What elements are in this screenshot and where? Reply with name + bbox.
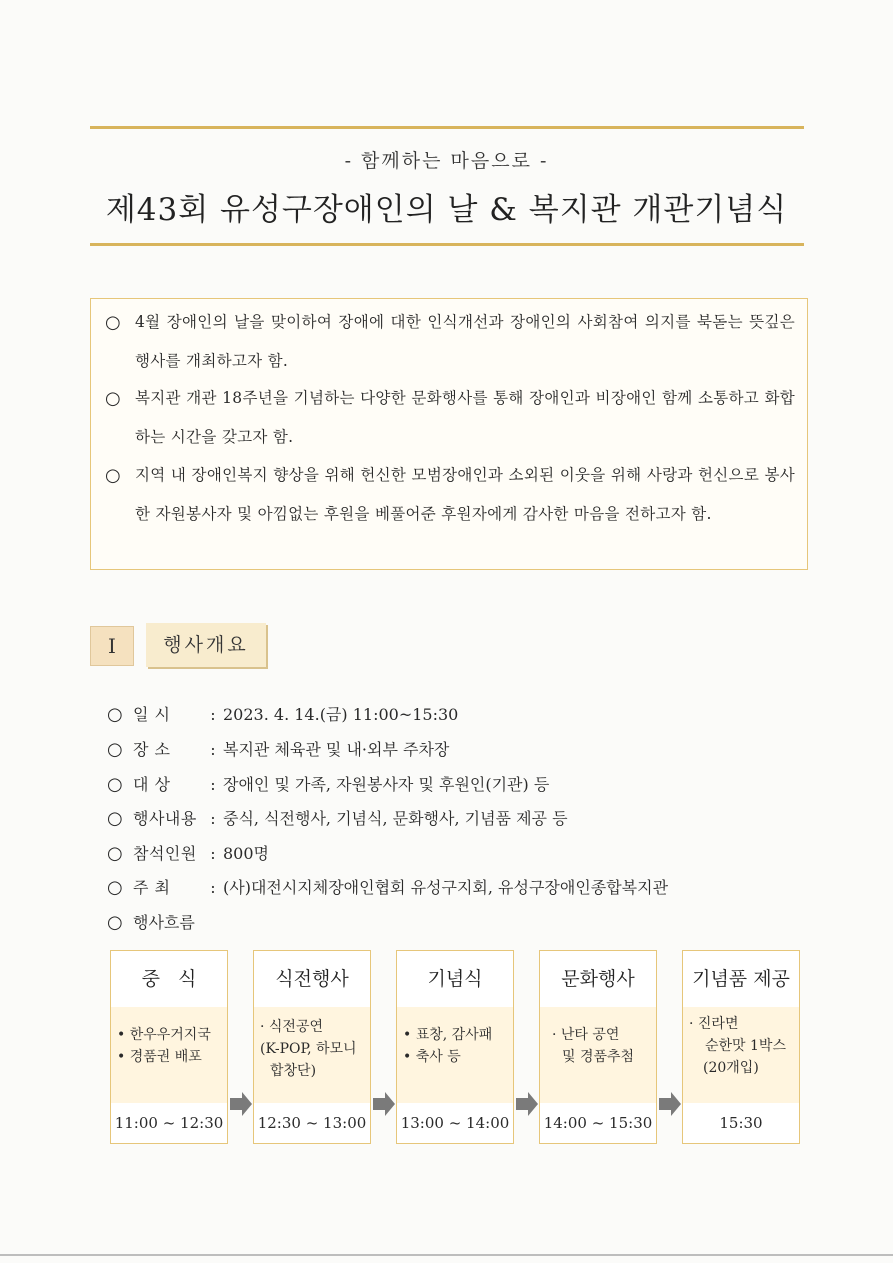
flow-box-culture — [539, 950, 657, 1144]
info-row-host: ○ 주 최 : (사)대전시지체장애인협회 유성구지회, 유성구장애인종합복지관 — [107, 877, 669, 898]
info-label: 장 소 — [133, 740, 171, 759]
page-bottom-edge — [0, 1254, 893, 1256]
purpose-text: 복지관 개관 18주년을 기념하는 다양한 문화행사를 통해 장애인과 비장애인 함께 소통하고 화합하는 시간을 갖고자 함. — [135, 389, 795, 446]
bullet-circle-icon: ○ — [107, 704, 123, 725]
flow-time: 15:30 — [719, 1114, 763, 1132]
info-value: 복지관 체육관 및 내·외부 주차장 — [223, 740, 450, 759]
bullet-circle-icon: ○ — [107, 877, 123, 898]
bullet-circle-icon: ○ — [105, 465, 122, 486]
flow-details: · 식전공연 (K-POP, 하모니 합창단) — [254, 1007, 370, 1103]
purpose-text: 4월 장애인의 날을 맞이하여 장애에 대한 인식개선과 장애인의 사회참여 의지를 북돋는 뜻깊은 행사를 개최하고자 함. — [135, 313, 795, 370]
bullet-circle-icon: ○ — [107, 774, 123, 795]
flow-box-souvenir — [682, 950, 800, 1144]
bullet-circle-icon: ○ — [107, 912, 123, 933]
bullet-circle-icon: ○ — [105, 312, 122, 333]
info-value: 장애인 및 가족, 자원봉사자 및 후원인(기관) 등 — [223, 775, 550, 794]
flow-time: 14:00 ~ 15:30 — [543, 1114, 653, 1132]
flow-title: 중 식 — [141, 968, 197, 990]
info-label: 주 최 — [133, 878, 171, 897]
purpose-box — [90, 298, 808, 570]
page-subtitle: - 함께하는 마음으로 - — [344, 150, 549, 172]
flow-details: • 한우우거지국 • 경품권 배포 — [111, 1007, 227, 1103]
info-row-place: ○ 장 소 : 복지관 체육관 및 내·외부 주차장 — [107, 739, 450, 760]
purpose-item — [105, 379, 795, 457]
flow-title: 식전행사 — [275, 968, 349, 990]
info-value: 800명 — [223, 844, 269, 863]
section-number: I — [90, 626, 134, 666]
info-row-flow — [107, 912, 195, 934]
flow-box-ceremony — [396, 950, 514, 1144]
info-value: 중식, 식전행사, 기념식, 문화행사, 기념품 제공 등 — [223, 809, 568, 828]
flow-time: 12:30 ~ 13:00 — [257, 1114, 367, 1132]
info-label: 대 상 — [133, 775, 171, 794]
flow-details: • 표창, 감사패 • 축사 등 — [397, 1007, 513, 1103]
info-value: (사)대전시지체장애인협회 유성구지회, 유성구장애인종합복지관 — [223, 878, 669, 897]
bullet-circle-icon: ○ — [107, 739, 123, 760]
bullet-circle-icon: ○ — [107, 808, 123, 829]
bullet-circle-icon: ○ — [107, 843, 123, 864]
flow-box-lunch — [110, 950, 228, 1144]
info-label: 행사내용 — [133, 809, 197, 828]
flow-details: · 진라면 순한맛 1박스 (20개입) — [683, 1007, 799, 1103]
info-label: 참석인원 — [133, 844, 197, 863]
info-label: 행사흐름 — [133, 913, 195, 932]
flow-arrow-icon — [230, 1091, 252, 1117]
flow-arrow-icon — [659, 1091, 681, 1117]
flow-time: 13:00 ~ 14:00 — [400, 1114, 510, 1132]
flow-arrow-icon — [373, 1091, 395, 1117]
flow-title: 문화행사 — [561, 968, 635, 990]
page-title: 제43회 유성구장애인의 날 & 복지관 개관기념식 — [105, 192, 788, 228]
flow-time: 11:00 ~ 12:30 — [114, 1114, 224, 1132]
flow-box-pre-event — [253, 950, 371, 1144]
info-value: 2023. 4. 14.(금) 11:00~15:30 — [223, 705, 459, 724]
purpose-item — [105, 456, 795, 534]
flow-title: 기념품 제공 — [692, 968, 790, 990]
flow-details: · 난타 공연 및 경품추첨 — [540, 1007, 656, 1103]
info-row-target: ○ 대 상 : 장애인 및 가족, 자원봉사자 및 후원인(기관) 등 — [107, 774, 550, 795]
bullet-circle-icon: ○ — [105, 388, 122, 409]
info-label: 일 시 — [133, 705, 171, 724]
info-row-date: ○ 일 시 : 2023. 4. 14.(금) 11:00~15:30 — [107, 704, 459, 725]
purpose-item — [105, 303, 795, 381]
info-row-attendance: ○ 참석인원 : 800명 — [107, 843, 269, 864]
title-bottom-rule — [90, 243, 804, 246]
title-top-rule — [90, 126, 804, 129]
flow-arrow-icon — [516, 1091, 538, 1117]
purpose-text: 지역 내 장애인복지 향상을 위해 헌신한 모범장애인과 소외된 이웃을 위해 사랑과 헌신으로 봉사한 자원봉사자 및 아낌없는 후원을 베풀어준 후원자에게 감사한 마음을 전하고자 함. — [135, 466, 795, 523]
flow-title: 기념식 — [427, 968, 483, 990]
info-row-content: ○ 행사내용 : 중식, 식전행사, 기념식, 문화행사, 기념품 제공 등 — [107, 808, 568, 829]
section-title: 행사개요 — [146, 623, 266, 667]
